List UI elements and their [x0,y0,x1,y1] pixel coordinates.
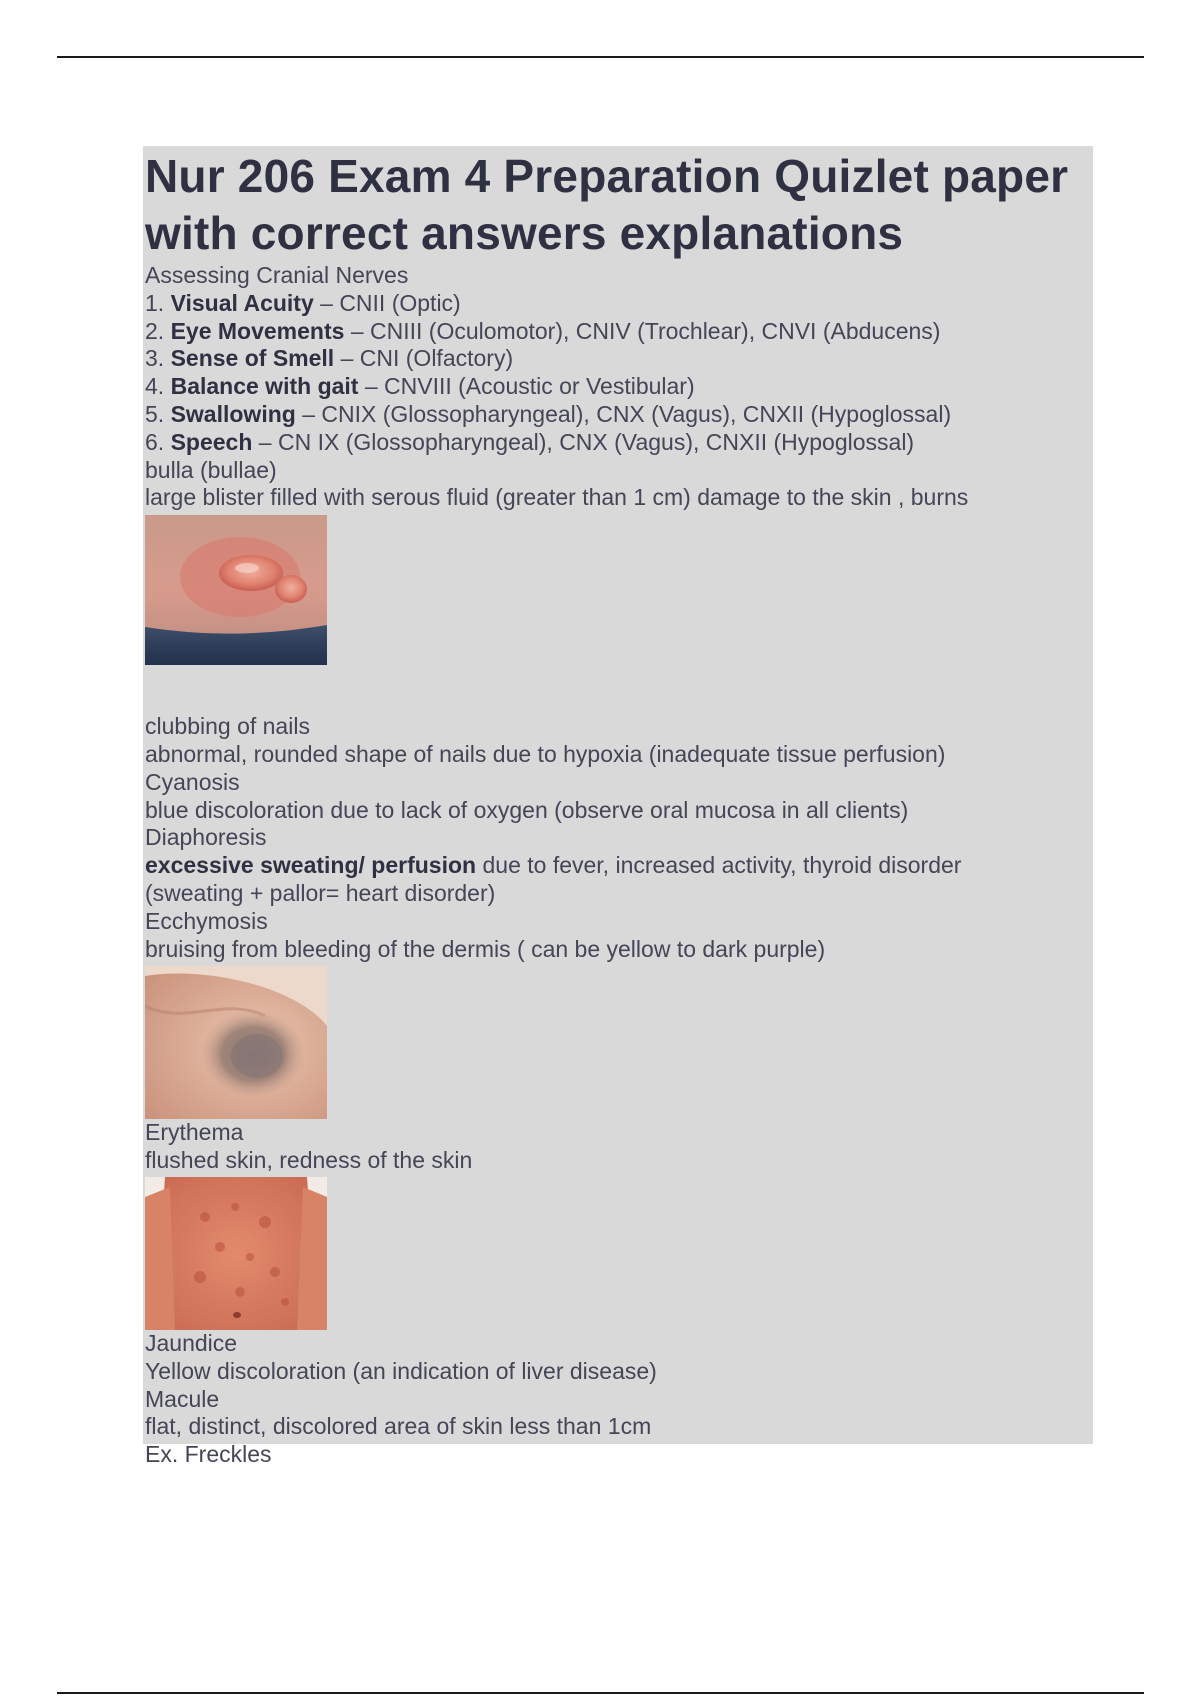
term-jaundice: Jaundice [145,1329,238,1356]
term-cyanosis: Cyanosis [145,768,240,795]
footer-rule [57,1692,1144,1694]
example-macule: Ex. Freckles [145,1441,272,1468]
cranial-item-5: 5. Swallowing – CNIX (Glossopharyngeal), CNX (Vagus), CNXII (Hypoglossal) [145,400,952,427]
cranial-item-6: 6. Speech – CN IX (Glossopharyngeal), CNX (Vagus), CNXII (Hypoglossal) [145,428,915,455]
term-clubbing: clubbing of nails [145,713,310,740]
bulla-photo [145,515,327,665]
term-macule: Macule [145,1385,220,1412]
term-diaphoresis: Diaphoresis [145,824,267,851]
note-diaphoresis: (sweating + pallor= heart disorder) [145,879,496,906]
definition-diaphoresis: excessive sweating/ perfusion due to fever, increased activity, thyroid disorder [145,852,962,879]
definition-ecchymosis: bruising from bleeding of the dermis ( can be yellow to dark purple) [145,935,826,962]
content-panel [143,146,1093,1468]
definition-clubbing: abnormal, rounded shape of nails due to hypoxia (inadequate tissue perfusion) [145,740,946,767]
definition-macule: flat, distinct, discolored area of skin less than 1cm [145,1413,652,1440]
erythema-photo [145,1177,327,1330]
cranial-item-3: 3. Sense of Smell – CNI (Olfactory) [145,345,514,372]
ecchymosis-photo [145,966,327,1119]
cranial-item-4: 4. Balance with gait – CNVIII (Acoustic or Vestibular) [145,373,695,400]
definition-jaundice: Yellow discoloration (an indication of liver disease) [145,1357,657,1384]
definition-cyanosis: blue discoloration due to lack of oxygen (observe oral mucosa in all clients) [145,796,909,823]
term-erythema: Erythema [145,1119,244,1146]
term-bulla: bulla (bullae) [145,456,277,483]
definition-erythema: flushed skin, redness of the skin [145,1147,473,1174]
section-heading-cranial-nerves: Assessing Cranial Nerves [145,262,409,288]
cranial-item-1: 1. Visual Acuity – CNII (Optic) [145,289,461,316]
cranial-item-2: 2. Eye Movements – CNIII (Oculomotor), CNIV (Trochlear), CNVI (Abducens) [145,317,941,344]
document-title: Nur 206 Exam 4 Preparation Quizlet paper with correct answers explanations [145,150,1069,259]
definition-bulla: large blister filled with serous fluid (greater than 1 cm) damage to the skin , burns [145,484,969,511]
term-ecchymosis: Ecchymosis [145,907,268,934]
header-rule [57,56,1144,58]
